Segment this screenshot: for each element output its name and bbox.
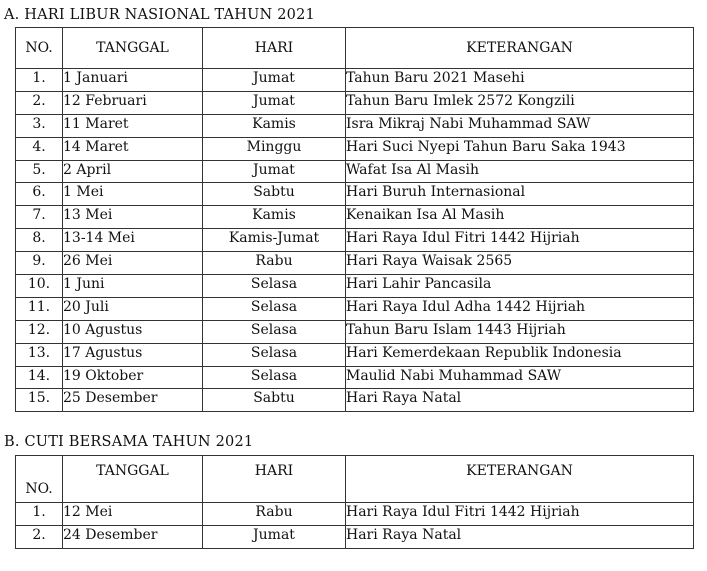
row-hari: Jumat	[203, 91, 346, 114]
row-tanggal: 12 Februari	[63, 91, 203, 114]
row-tanggal: 2 April	[63, 160, 203, 183]
table-row	[16, 297, 694, 320]
row-number: 1.	[16, 503, 63, 526]
row-number: 7.	[16, 206, 63, 229]
table-row	[16, 389, 694, 412]
row-hari: Jumat	[203, 69, 346, 92]
row-tanggal: 13-14 Mei	[63, 229, 203, 252]
table-row	[16, 366, 694, 389]
row-hari: Minggu	[203, 137, 346, 160]
row-number: 15.	[16, 389, 63, 412]
national-holidays-table	[15, 27, 694, 412]
table-header-row	[16, 456, 694, 503]
row-tanggal: 25 Desember	[63, 389, 203, 412]
row-keterangan: Hari Kemerdekaan Republik Indonesia	[346, 343, 694, 366]
row-tanggal: 14 Maret	[63, 137, 203, 160]
header-no: NO.	[16, 28, 63, 69]
row-keterangan: Hari Raya Idul Fitri 1442 Hijriah	[346, 229, 694, 252]
row-keterangan: Hari Lahir Pancasila	[346, 275, 694, 298]
table-row	[16, 343, 694, 366]
row-tanggal: 26 Mei	[63, 252, 203, 275]
joint-leave-table	[15, 455, 694, 549]
row-number: 5.	[16, 160, 63, 183]
row-hari: Rabu	[203, 503, 346, 526]
table-row	[16, 160, 694, 183]
table-row	[16, 183, 694, 206]
row-tanggal: 11 Maret	[63, 114, 203, 137]
row-hari: Selasa	[203, 366, 346, 389]
table-row	[16, 229, 694, 252]
row-hari: Rabu	[203, 252, 346, 275]
row-number: 2.	[16, 525, 63, 548]
row-keterangan: Tahun Baru Islam 1443 Hijriah	[346, 320, 694, 343]
section-b-title: B. CUTI BERSAMA TAHUN 2021	[4, 434, 254, 450]
header-keterangan: KETERANGAN	[346, 456, 694, 503]
header-tanggal: TANGGAL	[63, 456, 203, 503]
row-hari: Selasa	[203, 297, 346, 320]
row-hari: Sabtu	[203, 389, 346, 412]
row-number: 8.	[16, 229, 63, 252]
table-row	[16, 320, 694, 343]
row-keterangan: Maulid Nabi Muhammad SAW	[346, 366, 694, 389]
row-keterangan: Hari Raya Idul Fitri 1442 Hijriah	[346, 503, 694, 526]
table-row	[16, 137, 694, 160]
row-tanggal: 13 Mei	[63, 206, 203, 229]
row-number: 3.	[16, 114, 63, 137]
row-tanggal: 17 Agustus	[63, 343, 203, 366]
row-tanggal: 10 Agustus	[63, 320, 203, 343]
row-tanggal: 12 Mei	[63, 503, 203, 526]
row-keterangan: Hari Raya Idul Adha 1442 Hijriah	[346, 297, 694, 320]
header-tanggal: TANGGAL	[63, 28, 203, 69]
section-a-title: A. HARI LIBUR NASIONAL TAHUN 2021	[4, 7, 315, 23]
table-row	[16, 69, 694, 92]
row-keterangan: Hari Raya Waisak 2565	[346, 252, 694, 275]
row-hari: Jumat	[203, 160, 346, 183]
row-hari: Sabtu	[203, 183, 346, 206]
header-no: NO.	[16, 456, 63, 503]
row-tanggal: 1 Juni	[63, 275, 203, 298]
row-tanggal: 20 Juli	[63, 297, 203, 320]
row-number: 13.	[16, 343, 63, 366]
row-hari: Kamis	[203, 114, 346, 137]
row-tanggal: 1 Mei	[63, 183, 203, 206]
table-row	[16, 525, 694, 548]
row-hari: Kamis	[203, 206, 346, 229]
row-keterangan: Tahun Baru Imlek 2572 Kongzili	[346, 91, 694, 114]
header-hari: HARI	[203, 456, 346, 503]
row-keterangan: Tahun Baru 2021 Masehi	[346, 69, 694, 92]
row-tanggal: 1 Januari	[63, 69, 203, 92]
row-number: 9.	[16, 252, 63, 275]
table-row	[16, 206, 694, 229]
row-number: 1.	[16, 69, 63, 92]
table-header-row	[16, 28, 694, 69]
row-keterangan: Isra Mikraj Nabi Muhammad SAW	[346, 114, 694, 137]
table-row	[16, 91, 694, 114]
row-keterangan: Wafat Isa Al Masih	[346, 160, 694, 183]
row-number: 2.	[16, 91, 63, 114]
row-keterangan: Hari Buruh Internasional	[346, 183, 694, 206]
table-row	[16, 275, 694, 298]
row-number: 4.	[16, 137, 63, 160]
row-hari: Selasa	[203, 275, 346, 298]
row-number: 6.	[16, 183, 63, 206]
row-number: 12.	[16, 320, 63, 343]
row-hari: Selasa	[203, 343, 346, 366]
table-row	[16, 252, 694, 275]
row-keterangan: Kenaikan Isa Al Masih	[346, 206, 694, 229]
row-keterangan: Hari Suci Nyepi Tahun Baru Saka 1943	[346, 137, 694, 160]
row-number: 14.	[16, 366, 63, 389]
header-keterangan: KETERANGAN	[346, 28, 694, 69]
header-hari: HARI	[203, 28, 346, 69]
row-keterangan: Hari Raya Natal	[346, 525, 694, 548]
row-tanggal: 19 Oktober	[63, 366, 203, 389]
row-tanggal: 24 Desember	[63, 525, 203, 548]
row-number: 10.	[16, 275, 63, 298]
row-hari: Selasa	[203, 320, 346, 343]
row-hari: Jumat	[203, 525, 346, 548]
row-keterangan: Hari Raya Natal	[346, 389, 694, 412]
row-number: 11.	[16, 297, 63, 320]
table-row	[16, 503, 694, 526]
row-hari: Kamis-Jumat	[203, 229, 346, 252]
table-row	[16, 114, 694, 137]
